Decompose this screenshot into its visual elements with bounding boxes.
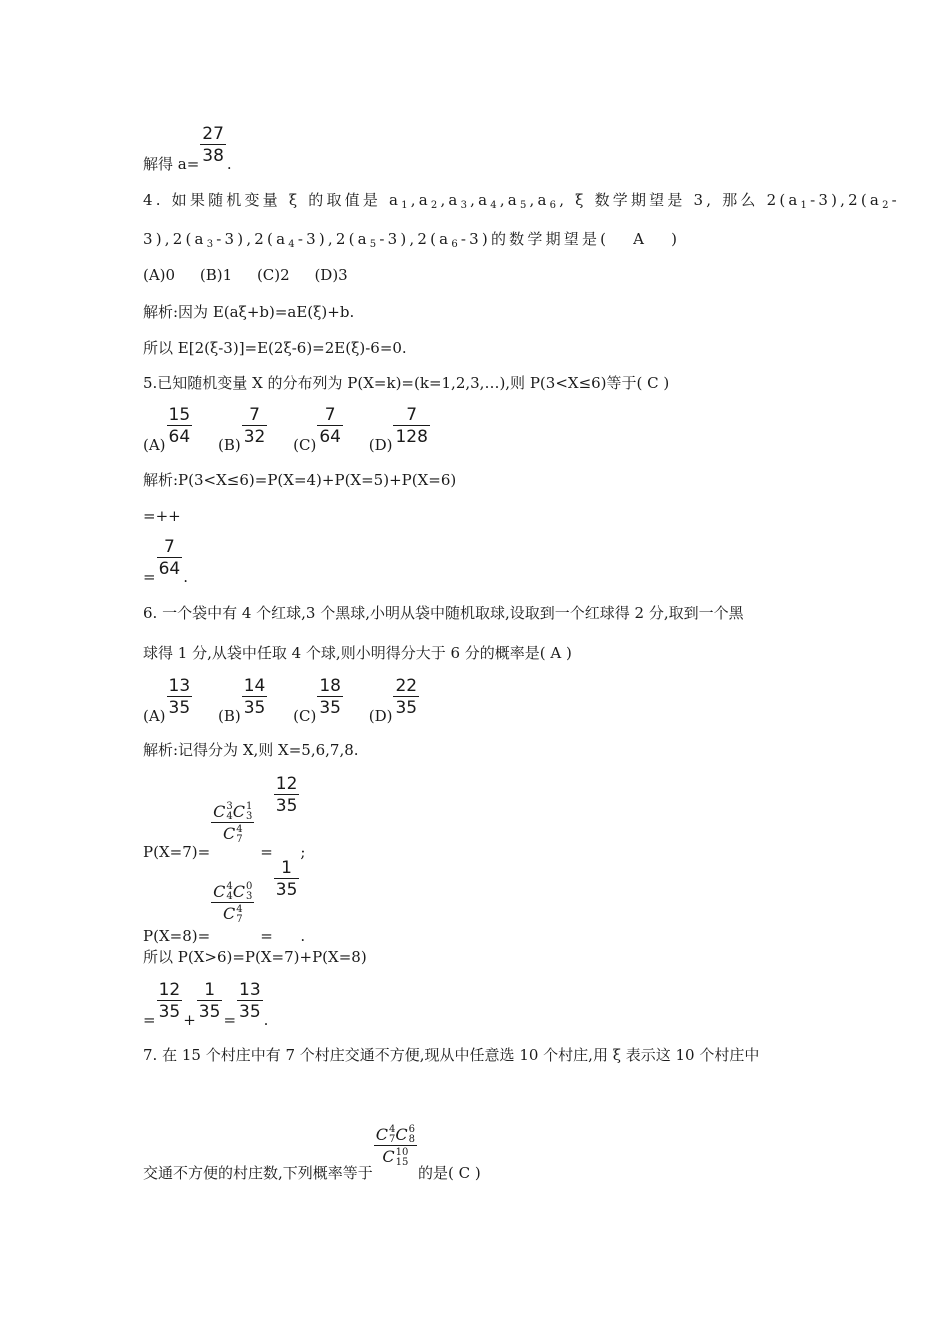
fraction-denominator: 64	[319, 427, 341, 447]
fraction-denominator: 32	[243, 427, 266, 447]
fraction-numerator: C 4 7 C 6 8	[375, 1124, 416, 1145]
equals-sign: =	[143, 1011, 156, 1029]
fraction-27-38	[200, 124, 226, 166]
q5-solution-3	[143, 537, 188, 586]
q6-options	[143, 676, 420, 725]
combination-fraction-p7	[211, 802, 254, 845]
fraction-numerator: 7	[249, 405, 260, 425]
q4-options	[143, 265, 348, 285]
fraction-numerator: 22	[395, 676, 418, 696]
q5-solution-1: 解析:P(3<X≤6)=P(X=4)+P(X=5)+P(X=6)	[143, 471, 457, 489]
fraction-numerator: 27	[202, 124, 224, 144]
q4-answer: A	[633, 230, 648, 248]
q5-solution-2: =++	[143, 507, 181, 525]
sum-fraction-1	[157, 980, 183, 1022]
q6-option-a-label: (A)	[143, 707, 166, 725]
q6-option-c-label: (C)	[293, 707, 317, 725]
fraction-denominator: 35	[239, 1002, 261, 1022]
q5-option-b	[217, 405, 268, 454]
fraction-numerator: 7	[163, 537, 175, 557]
solution-line-a	[143, 124, 232, 173]
q7-stem-text-post: 的是( C )	[418, 1164, 481, 1182]
q7-stem-line2	[143, 1117, 481, 1182]
q6-sum	[143, 980, 269, 1029]
q7-stem-text-pre: 交通不方便的村庄数,下列概率等于	[143, 1164, 373, 1182]
q6-p8	[143, 858, 306, 945]
equals-sign: =	[223, 1011, 237, 1029]
fraction-denominator: C 4 7	[211, 902, 254, 925]
q5-options	[143, 405, 431, 454]
fraction-numerator: 14	[243, 676, 266, 696]
q4-stem-line1: 4. 如果随机变量 ξ 的取值是 $a_1,a_2,a_3,a_4,a_5,a_6$, ξ 数学期望是 3, 那么 $2(a_1-3),2(a_2-$	[143, 191, 900, 211]
q5-option-c-fraction	[317, 405, 343, 447]
fraction-denominator: 38	[202, 146, 224, 166]
fraction-numerator: 12	[275, 774, 298, 794]
fraction-denominator: 64	[158, 559, 181, 579]
q5-option-c-label: (C)	[293, 436, 317, 454]
q6-option-d-fraction	[393, 676, 419, 718]
q5-option-a-label: (A)	[143, 436, 166, 454]
period: .	[226, 155, 232, 173]
fraction-denominator: 128	[395, 427, 428, 447]
q4-option-b: (B)1	[199, 266, 233, 284]
q6-option-c-fraction	[317, 676, 343, 718]
equals-sign: =	[260, 843, 273, 861]
q6-option-a	[143, 676, 193, 725]
fraction-denominator: 35	[158, 1002, 181, 1022]
q4-stem-text-1: 4. 如果随机变量 ξ 的取值是 a	[143, 191, 402, 209]
q5-option-c	[293, 405, 344, 454]
q4-option-a: (A)0	[143, 266, 176, 284]
fraction-denominator: 35	[243, 698, 266, 718]
q6-option-a-fraction	[167, 676, 193, 718]
q5-option-d-fraction	[393, 405, 429, 447]
sum-fraction-result	[237, 980, 263, 1022]
p8-label: P(X=8)=	[143, 927, 211, 945]
q5-option-d	[368, 405, 431, 454]
equals-sign: =	[143, 568, 156, 586]
period: .	[300, 927, 306, 945]
fraction-denominator: 35	[198, 1002, 221, 1022]
q6-option-d-label: (D)	[368, 707, 393, 725]
fraction-numerator: 13	[239, 980, 261, 1000]
fraction-numerator: C 4 4 C 0 3	[213, 881, 253, 902]
fraction-numerator: 15	[168, 405, 191, 425]
q7-combination-fraction	[374, 1125, 417, 1168]
fraction-numerator: 18	[319, 676, 341, 696]
p8-value-fraction	[274, 858, 300, 900]
q5-option-d-label: (D)	[368, 436, 393, 454]
fraction-denominator: C 4 7	[211, 822, 254, 845]
q4-solution-1: 解析:因为 E(aξ+b)=aE(ξ)+b.	[143, 303, 355, 321]
q5-result-fraction	[157, 537, 183, 579]
fraction-denominator: 35	[395, 698, 418, 718]
q6-option-b	[217, 676, 268, 725]
q6-option-b-fraction	[242, 676, 268, 718]
plus-sign: +	[183, 1011, 196, 1029]
q6-p7	[143, 774, 306, 861]
fraction-denominator: 35	[319, 698, 341, 718]
fraction-denominator: C 10 15	[374, 1145, 417, 1168]
q6-option-d	[368, 676, 420, 725]
period: .	[183, 568, 188, 586]
fraction-numerator: 7	[406, 405, 418, 425]
fraction-numerator: 13	[168, 676, 191, 696]
q6-stem-line2: 球得 1 分,从袋中任取 4 个球,则小明得分大于 6 分的概率是( A )	[143, 644, 572, 662]
q6-stem-line1: 6. 一个袋中有 4 个红球,3 个黑球,小明从袋中随机取球,设取到一个红球得 2 分,取到一个黑	[143, 604, 744, 622]
equals-sign: =	[260, 927, 273, 945]
q6-option-c	[293, 676, 344, 725]
q5-option-a-fraction	[167, 405, 193, 447]
q4-option-c: (C)2	[256, 266, 290, 284]
q4-solution-2: 所以 E[2(ξ-3)]=E(2ξ-6)=2E(ξ)-6=0.	[143, 339, 407, 357]
fraction-denominator: 35	[168, 698, 191, 718]
q7-stem-line1: 7. 在 15 个村庄中有 7 个村庄交通不方便,现从中任意选 10 个村庄,用 ξ 表示这 10 个村庄中	[143, 1046, 760, 1064]
semicolon: ;	[300, 843, 306, 861]
q6-option-b-label: (B)	[217, 707, 241, 725]
p7-label: P(X=7)=	[143, 843, 211, 861]
q4-option-d: (D)3	[314, 266, 348, 284]
q5-option-a	[143, 405, 193, 454]
combination-fraction-p8	[211, 882, 254, 925]
q6-solution-2: 所以 P(X>6)=P(X=7)+P(X=8)	[143, 948, 367, 966]
fraction-numerator: C 3 4 C 1 3	[213, 801, 253, 822]
q6-solution-1: 解析:记得分为 X,则 X=5,6,7,8.	[143, 741, 359, 759]
fraction-denominator: 35	[275, 796, 298, 816]
q5-option-b-label: (B)	[217, 436, 241, 454]
fraction-numerator: 1	[204, 980, 216, 1000]
q4-stem-text-3: 3),2(a	[143, 230, 207, 248]
solution-a-prefix: 解得 a=	[143, 155, 200, 173]
fraction-numerator: 1	[281, 858, 292, 878]
fraction-numerator: 12	[158, 980, 181, 1000]
q4-stem-text-2: 数学期望是 3, 那么 2(a	[594, 191, 801, 209]
sum-fraction-2	[197, 980, 223, 1022]
q5-option-b-fraction	[242, 405, 268, 447]
fraction-denominator: 64	[168, 427, 191, 447]
period: .	[263, 1011, 269, 1029]
fraction-numerator: 7	[324, 405, 336, 425]
q4-stem-line2: $3),2(a_3-3),2(a_4-3),2(a_5-3),2(a_6-3)$的数学期望是( A )	[143, 230, 681, 250]
fraction-denominator: 35	[275, 880, 298, 900]
q5-stem: 5.已知随机变量 X 的分布列为 P(X=k)=(k=1,2,3,…),则 P(3<X≤6)等于( C )	[143, 374, 670, 392]
p7-value-fraction	[274, 774, 300, 816]
